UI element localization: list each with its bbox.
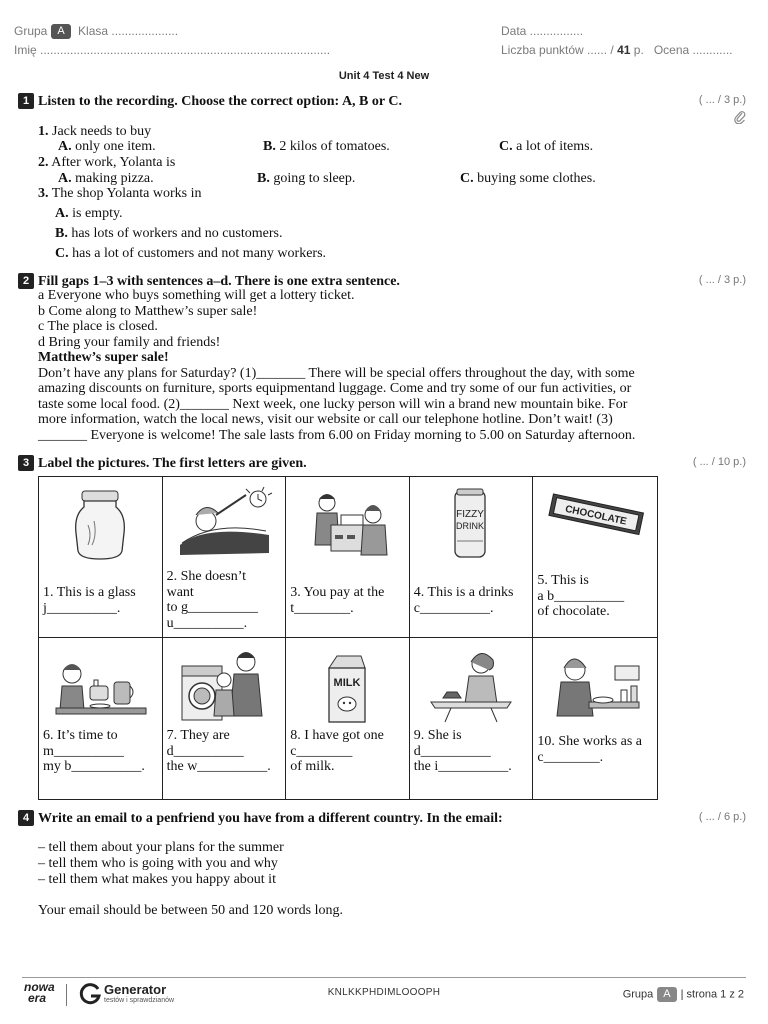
sentence-option-a: a Everyone who buys something will get a lottery ticket.	[38, 288, 355, 303]
milk-carton-icon	[286, 646, 409, 726]
picture-cell	[410, 477, 534, 638]
svg-text:FIZZY: FIZZY	[456, 509, 484, 520]
group-label: Grupa	[14, 24, 48, 38]
exercise-number: 2	[18, 273, 34, 289]
question-number: 1.	[38, 124, 49, 139]
option-text: is empty.	[72, 206, 123, 221]
exercise-instruction: Write an email to a penfriend you have from a different country. In the email:	[38, 811, 503, 826]
woman-cooking-icon	[533, 646, 657, 726]
option-letter: C.	[460, 171, 474, 186]
option-2a[interactable]	[58, 171, 154, 187]
picture-cell	[163, 477, 287, 638]
question-number: 2.	[38, 155, 49, 170]
bullet-item: – tell them about your plans for the summer	[38, 840, 284, 855]
option-3c[interactable]	[55, 246, 326, 262]
fizzy-drink-can-icon	[410, 485, 533, 565]
picture-caption: 9. She is d__________ the i__________.	[413, 728, 512, 774]
text-line: taste some local food. (2)_______ Next week, one lucky person will win a brand new mountain bike. For	[38, 397, 628, 412]
text-line: amazing discounts on furniture, sports equipmentand luggage. Come and try some of our fun activities, or	[38, 381, 632, 396]
option-letter: C.	[55, 246, 69, 261]
question-number: 3.	[38, 186, 49, 201]
option-letter: B.	[257, 171, 270, 186]
option-letter: B.	[55, 226, 68, 241]
paperclip-icon[interactable]	[734, 110, 746, 129]
document-code: KNLKKPHDIMLOOOPH	[327, 987, 441, 998]
exercise-instruction: Listen to the recording. Choose the correct option: A, B or C.	[38, 94, 402, 109]
exercise-3-heading	[18, 454, 307, 472]
exercise-4-points: ( ... / 6 p.)	[698, 811, 746, 823]
picture-grid	[38, 476, 658, 800]
exercise-instruction: Label the pictures. The first letters are given.	[38, 456, 307, 471]
picture-cell	[410, 638, 534, 799]
option-letter: A.	[58, 171, 72, 186]
picture-caption: 6. It’s time to m__________ my b__________.	[43, 728, 145, 774]
svg-text:DRINK: DRINK	[456, 521, 485, 531]
option-text: making pizza.	[75, 171, 154, 186]
option-letter: C.	[499, 139, 513, 154]
name-field: Imię .......................................................................................	[14, 43, 331, 57]
logo-title: Generator	[104, 982, 167, 997]
svg-text:CHOCOLATE: CHOCOLATE	[564, 503, 628, 528]
picture-caption: 5. This is a b__________ of chocolate.	[537, 573, 625, 619]
picture-cell	[286, 638, 410, 799]
group-label: Grupa	[622, 988, 654, 1001]
date-field: Data ................	[501, 24, 584, 38]
option-text: only one item.	[75, 139, 156, 154]
sentence-option-d: d Bring your family and friends!	[38, 335, 221, 350]
option-3b[interactable]	[55, 226, 282, 242]
logo-text: era	[28, 991, 47, 1005]
exercise-3-points: ( ... / 10 p.)	[692, 456, 746, 468]
picture-caption: 2. She doesn’t want to g__________ u__________.	[166, 569, 258, 631]
option-text: buying some clothes.	[477, 171, 596, 186]
class-field: Klasa ....................	[78, 24, 179, 38]
option-1c[interactable]	[499, 139, 593, 155]
woman-sleeping-alarm-icon	[163, 485, 286, 565]
exercise-instruction: Fill gaps 1–3 with sentences a–d. There is one extra sentence.	[38, 274, 400, 289]
picture-cell	[39, 638, 163, 799]
test-title: Unit 4 Test 4 New	[338, 70, 430, 82]
exercise-number: 1	[18, 93, 34, 109]
picture-cell	[39, 477, 163, 638]
option-3a[interactable]	[55, 206, 123, 222]
question-text: After work, Yolanta is	[51, 155, 176, 170]
option-letter: A.	[58, 139, 72, 154]
word-limit-note: Your email should be between 50 and 120 words long.	[38, 903, 343, 918]
group-badge: A	[51, 24, 70, 39]
exercise-number: 4	[18, 810, 34, 826]
svg-text:MILK: MILK	[334, 677, 361, 689]
points-suffix: p.	[633, 43, 644, 57]
option-letter: A.	[55, 206, 69, 221]
option-text: going to sleep.	[273, 171, 356, 186]
chocolate-bar-icon	[533, 485, 657, 565]
picture-caption: 3. You pay at the t________.	[290, 585, 385, 616]
picture-cell	[533, 477, 657, 638]
text-title: Matthew’s super sale!	[38, 350, 169, 365]
picture-caption: 4. This is a drinks c__________.	[413, 585, 514, 616]
option-text: has a lot of customers and not many workers.	[72, 246, 327, 261]
washing-machine-icon	[163, 646, 286, 726]
option-text: 2 kilos of tomatoes.	[279, 139, 390, 154]
bullet-item: – tell them what makes you happy about it	[38, 872, 276, 887]
points-field	[501, 43, 733, 57]
option-1b[interactable]	[263, 139, 390, 155]
picture-cell	[533, 638, 657, 799]
exercise-4-heading	[18, 809, 503, 827]
points-total: 41	[617, 43, 631, 57]
text-line: _______ Everyone is welcome! The sale lasts from 6.00 on Friday morning to 5.00 on Saturday afternoon.	[38, 428, 636, 443]
picture-caption: 1. This is a glass j__________.	[43, 585, 136, 616]
sentence-option-b: b Come along to Matthew’s super sale!	[38, 304, 258, 319]
question-text: The shop Yolanta works in	[51, 186, 202, 201]
exercise-2-points: ( ... / 3 p.)	[698, 274, 746, 286]
option-1a[interactable]	[58, 139, 156, 155]
grade-field: Ocena ............	[653, 43, 733, 57]
picture-caption: 7. They are d__________ the w__________.	[166, 728, 271, 774]
text-line: Don’t have any plans for Saturday? (1)_______ There will be special offers throughout the day, with some	[38, 366, 635, 381]
woman-ironing-icon	[410, 646, 533, 726]
option-text: a lot of items.	[516, 139, 594, 154]
picture-cell	[163, 638, 287, 799]
page-number: | strona 1 z 2	[680, 988, 744, 1001]
boy-making-breakfast-icon	[39, 646, 162, 726]
footer-page-info	[623, 987, 744, 1002]
points-label: Liczba punktów ...... /	[501, 43, 614, 57]
question-text: Jack needs to buy	[52, 124, 152, 139]
question-3	[38, 186, 201, 202]
bullet-item: – tell them who is going with you and why	[38, 856, 278, 871]
glass-jar-icon	[39, 485, 162, 565]
option-text: has lots of workers and no customers.	[71, 226, 283, 241]
text-line: more information, watch the local news, visit our website or call our telephone hotline. Don’t wait! (3)	[38, 412, 613, 427]
picture-cell	[286, 477, 410, 638]
footer-divider	[22, 977, 746, 978]
logo-text: nowa	[24, 980, 55, 994]
option-2b[interactable]	[257, 171, 355, 187]
exercise-number: 3	[18, 455, 34, 471]
question-2	[38, 155, 175, 171]
exercise-1-points: ( ... / 3 p.)	[698, 94, 746, 106]
exercise-1-heading	[18, 92, 402, 110]
picture-caption: 8. I have got one c________ of milk.	[290, 728, 384, 774]
option-letter: B.	[263, 139, 276, 154]
question-1	[38, 124, 151, 140]
sentence-option-c: c The place is closed.	[38, 319, 158, 334]
option-2c[interactable]	[460, 171, 596, 187]
picture-caption: 10. She works as a c________.	[537, 734, 642, 765]
group-badge: A	[657, 987, 676, 1002]
group-field	[14, 24, 178, 39]
paying-at-till-icon	[286, 485, 409, 565]
logo-subtitle: testów i sprawdzianów	[104, 997, 175, 1004]
